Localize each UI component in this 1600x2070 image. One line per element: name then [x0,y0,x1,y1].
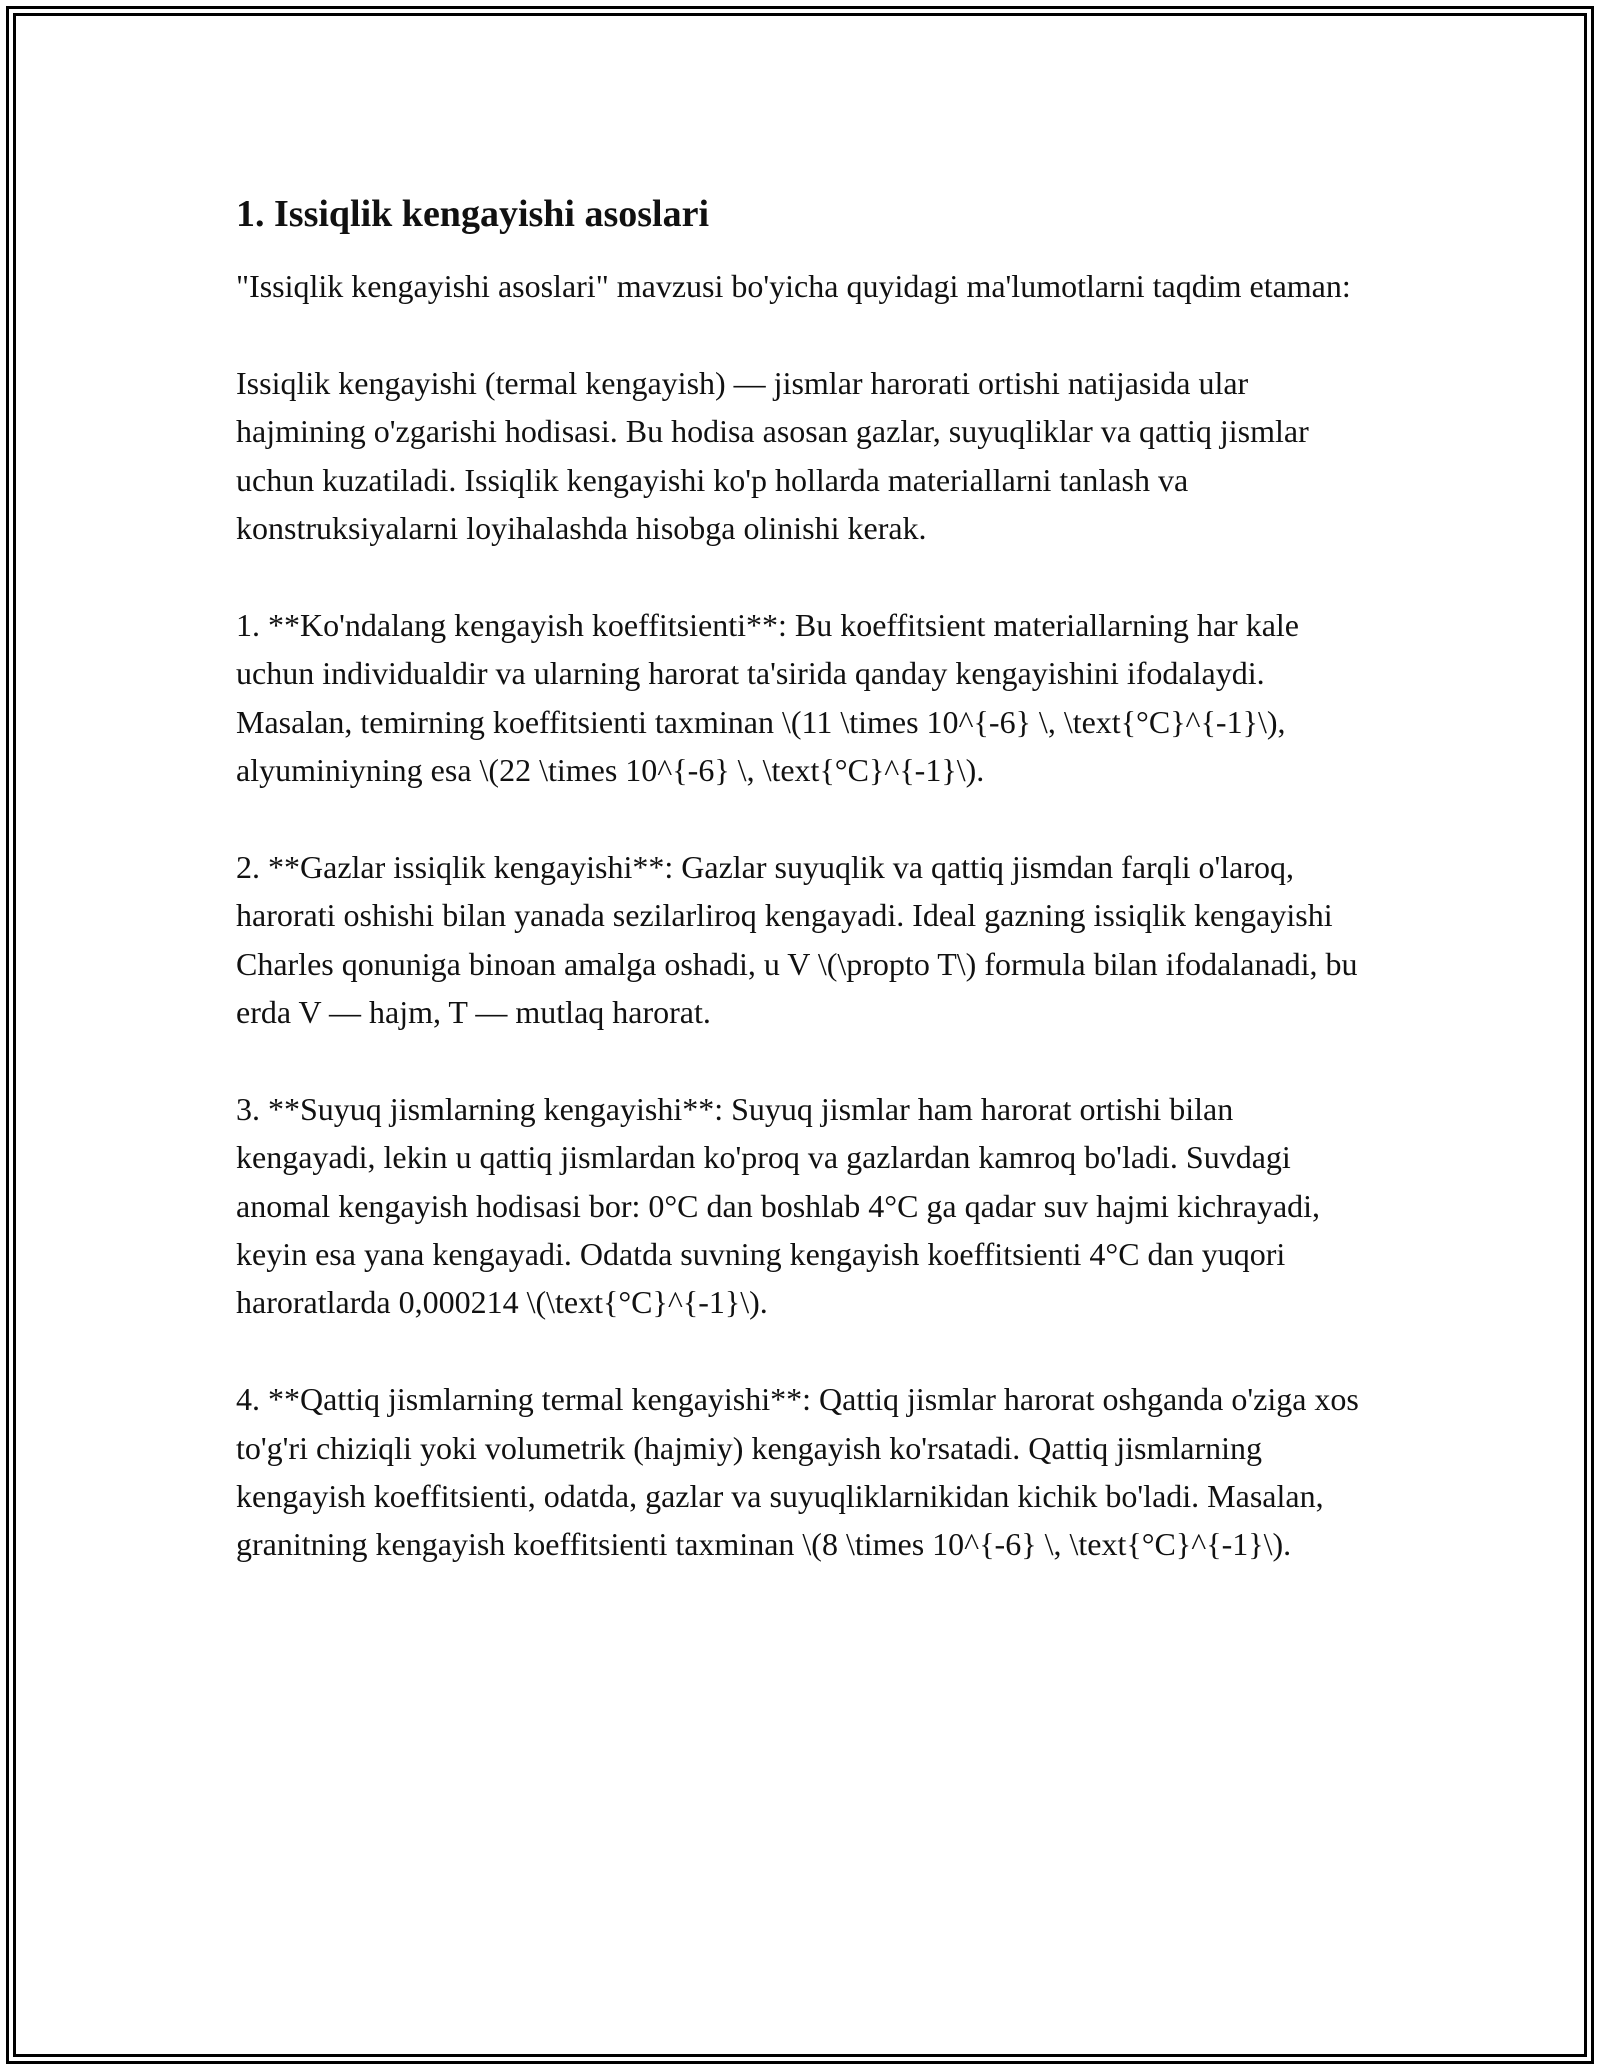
list-item-gases: 2. **Gazlar issiqlik kengayishi**: Gazlar suyuqlik va qattiq jismdan farqli o'laroq, harorati oshishi bilan yanada sezilarliroq kengayadi. Ideal gazning issiqlik kengayishi Charles qonuniga binoan amalga oshadi, u V \(\propto T\) formula bilan ifodalanadi, bu erda V — hajm, T — mutlaq harorat. [236,848,1358,1031]
list-item-liquids: 3. **Suyuq jismlarning kengayishi**: Suyuq jismlar ham harorat ortishi bilan kengayadi, lekin u qattiq jismlardan ko'proq va gazlardan kamroq bo'ladi. Suvdagi anomal kengayish hodisasi bor: 0°C dan boshlab 4°C ga qadar suv hajmi kichrayadi, keyin esa yana kengayadi. Odatda suvning kengayish koeffitsienti 4°C dan yuqori haroratlarda 0,000214 \(\text{°C}^{-1}\). [236,1090,1321,1321]
definition-paragraph: Issiqlik kengayishi (termal kengayish) — jismlar harorati ortishi natijasida ular hajmining o'zgarishi hodisasi. Bu hodisa asosan gazlar, suyuqliklar va qattiq jismlar uchun kuzatiladi. Issiqlik kengayishi ko'p hollarda materiallarni tanlash va konstruksiyalarni loyihalashda hisobga olinishi kerak. [236,364,1309,547]
intro-paragraph: "Issiqlik kengayishi asoslari" mavzusi bo'yicha quyidagi ma'lumotlarni taqdim etaman: [236,268,1351,304]
list-item-solids: 4. **Qattiq jismlarning termal kengayishi**: Qattiq jismlar harorat oshganda o'ziga xos to'g'ri chiziqli yoki volumetrik (hajmiy) kengayish ko'rsatadi. Qattiq jismlarning kengayish koeffitsienti, odatda, gazlar va suyuqliklarnikidan kichik bo'ladi. Masalan, granitning kengayish koeffitsienti taxminan \(8 \times 10^{-6} \, \text{°C}^{-1}\). [236,1381,1359,1563]
document-body [236,186,1376,1617]
document-title: 1. Issiqlik kengayishi asoslari [236,193,710,235]
list-item-coefficient: 1. **Ko'ndalang kengayish koeffitsienti**: Bu koeffitsient materiallarning har kale uchun individualdir va ularning harorat ta'sirida qanday kengayishini ifodalaydi. Masalan, temirning koeffitsienti taxminan \(11 \times 10^{-6} \, \text{°C}^{-1}\), alyuminiyning esa \(22 \times 10^{-6} \, \text{°C}^{-1}\). [236,606,1299,789]
